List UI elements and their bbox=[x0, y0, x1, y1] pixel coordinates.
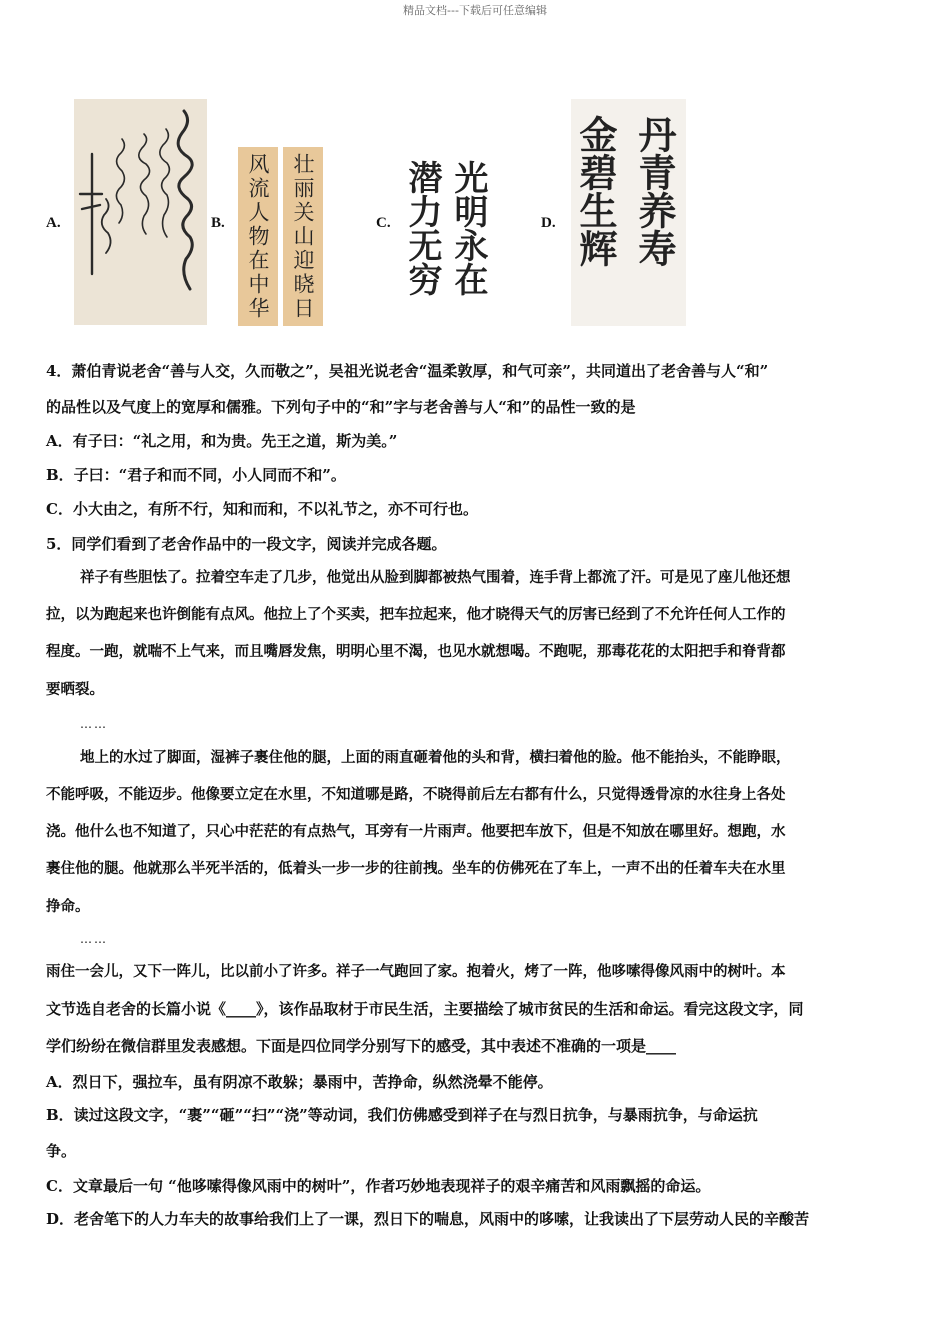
passage-p2-line4: 裹住他的腿。他就那么半死半活的，低着头一步一步的往前拽。坐车的仿佛死在了车上，一声不出的任着车夫在水里 bbox=[46, 860, 786, 877]
q4-option-b: B．子曰：“君子和而不同，小人同而不和”。 bbox=[46, 466, 346, 484]
q4-option-a: A．有子曰：“礼之用，和为贵。先王之道，斯为美。” bbox=[46, 432, 398, 450]
q4-stem-line2: 的品性以及气度上的宽厚和儒雅。下列句子中的“和”字与老舍善与人“和”的品性一致的是 bbox=[46, 398, 636, 416]
option-b-label: B. bbox=[211, 215, 225, 231]
option-a-label: A. bbox=[46, 215, 61, 231]
q5-option-c: C．文章最后一句 “他哆嗦得像风雨中的树叶”，作者巧妙地表现祥子的艰辛痛苦和风雨飘摇的命运。 bbox=[46, 1177, 711, 1195]
calligraphy-c-image bbox=[400, 160, 490, 320]
calligraphy-d-left: 金碧生辉 bbox=[573, 115, 618, 267]
passage-p1-line3: 程度。一跑，就喘不上气来，而且嘴唇发焦，明明心里不渴，也见水就想喝。不跑呢，那毒花花的太阳把手和脊背都 bbox=[46, 643, 786, 660]
q5-option-d: D．老舍笔下的人力车夫的故事给我们上了一课，烈日下的喘息，风雨中的哆嗦，让我读出了下层劳动人民的辛酸苦 bbox=[46, 1210, 810, 1228]
calligraphy-c-left: 潜力无穷 bbox=[402, 160, 442, 296]
q5-stem: 5．同学们看到了老舍作品中的一段文字，阅读并完成各题。 bbox=[46, 535, 447, 553]
calligraphy-a-image bbox=[74, 99, 207, 325]
option-c-label: C. bbox=[376, 215, 391, 231]
couplet-b-left-text: 风流人物在中华 bbox=[246, 153, 270, 321]
calligraphy-d-image bbox=[571, 99, 686, 326]
passage-p2-line2: 不能呼吸，不能迈步。他像要立定在水里，不知道哪是路，不晓得前后左右都有什么，只觉得透骨凉的水往身上各处 bbox=[46, 786, 786, 803]
passage-p2-line1: 地上的水过了脚面，湿裤子裹住他的腿，上面的雨直砸着他的头和背，横扫着他的脸。他不能抬头，不能睁眼， bbox=[80, 749, 791, 766]
couplet-b-right-text: 壮丽关山迎晓日 bbox=[291, 153, 315, 321]
passage-p1-line4: 要晒裂。 bbox=[46, 681, 104, 698]
q5-option-a: A．烈日下，强拉车，虽有阴凉不敢躲；暴雨中，苦挣命，纵然浇晕不能停。 bbox=[46, 1073, 553, 1091]
q5-option-b-line2: 争。 bbox=[46, 1142, 77, 1160]
passage-p3-line3: 学们纷纷在微信群里发表感想。下面是四位同学分别写下的感受，其中表述不准确的一项是____ bbox=[46, 1037, 677, 1055]
passage-p2-line5: 挣命。 bbox=[46, 898, 90, 915]
q5-option-b-line1: B．读过这段文字，“裹”“砸”“扫”“浇”等动词，我们仿佛感受到祥子在与烈日抗争，与暴雨抗争，与命运抗 bbox=[46, 1106, 758, 1124]
passage-p1-line1: 祥子有些胆怯了。拉着空车走了几步，他觉出从脸到脚都被热气围着，连手背上都流了汗。可是见了座儿他还想 bbox=[80, 569, 791, 586]
ellipsis-1: …… bbox=[80, 717, 108, 731]
calligraphy-c-right: 光明永在 bbox=[448, 160, 488, 296]
calligraphy-d-right: 丹青养寿 bbox=[632, 115, 677, 267]
passage-p2-line3: 浇。他什么也不知道了，只心中茫茫的有点热气，耳旁有一片雨声。他要把车放下，但是不知放在哪里好。想跑，水 bbox=[46, 823, 786, 840]
ellipsis-2: …… bbox=[80, 932, 108, 946]
passage-p1-line2: 拉，以为跑起来也许倒能有点风。他拉上了个买卖，把车拉起来，他才晓得天气的厉害已经到了不允许任何人工作的 bbox=[46, 606, 786, 623]
passage-p3-line2: 文节选自老舍的长篇小说《____》，该作品取材于市民生活，主要描绘了城市贫民的生活和命运。看完这段文字，同 bbox=[46, 1000, 804, 1018]
couplet-b-right bbox=[283, 147, 323, 326]
q4-option-c: C．小大由之，有所不行，知和而和，不以礼节之，亦不可行也。 bbox=[46, 500, 478, 518]
passage-p3-line1: 雨住一会儿，又下一阵儿，比以前小了许多。祥子一气跑回了家。抱着火，烤了一阵，他哆嗦得像风雨中的树叶。本 bbox=[46, 963, 786, 980]
couplet-b-left bbox=[238, 147, 278, 326]
q4-stem-line1: 4．萧伯青说老舍“善与人交，久而敬之”，吴祖光说老舍“温柔敦厚，和气可亲”，共同道出了老舍善与人“和” bbox=[46, 362, 769, 380]
option-d-label: D. bbox=[541, 215, 556, 231]
page-header: 精品文档---下载后可任意编辑 bbox=[403, 4, 547, 17]
